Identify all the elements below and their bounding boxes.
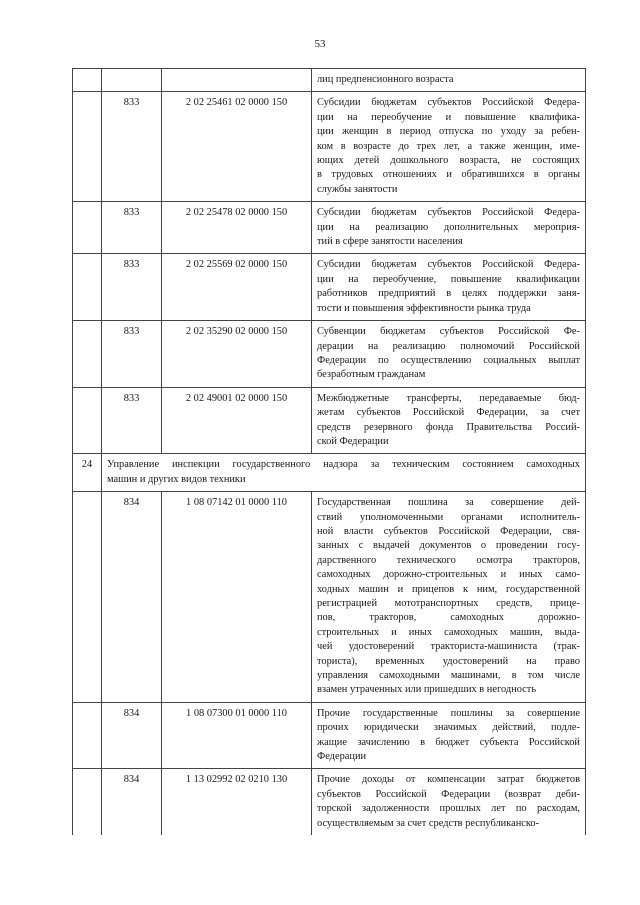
number-cell (73, 92, 102, 202)
text-line: чей удостоверений тракториста-машиниста (трак- (317, 641, 580, 653)
text-line: тий в сфере занятости населения (317, 236, 463, 248)
revenue-name (312, 92, 586, 202)
administrator-code: 834 (102, 492, 162, 703)
number-cell (73, 769, 102, 835)
text-line: Субсидии бюджетам субъектов Российской Федера- (317, 97, 580, 109)
section-row (73, 454, 586, 492)
revenue-name (312, 202, 586, 254)
revenue-code: 1 08 07142 01 0000 110 (162, 492, 312, 703)
text-line: ной власти субъектов Российской Федерации, свя- (317, 525, 580, 537)
text-line: службы занятости (317, 183, 398, 195)
text-line: Межбюджетные трансферты, передаваемые бюд- (317, 392, 580, 404)
text-line: жащие зачислению в бюджет субъекта Российской (317, 736, 580, 748)
revenue-code: 2 02 25569 02 0000 150 (162, 254, 312, 321)
revenue-code: 2 02 25478 02 0000 150 (162, 202, 312, 254)
text-line: торской задолженности прошлых лет по расходам, (317, 803, 580, 815)
text-line: пов, тракторов, самоходных дорожно- (317, 612, 580, 624)
budget-revenue-table (72, 68, 586, 835)
number-cell (73, 387, 102, 454)
revenue-code: 2 02 49001 02 0000 150 (162, 387, 312, 454)
revenue-code (162, 69, 312, 92)
text-line: жетам субъектов Российской Федерации, за счет (317, 407, 580, 419)
text-line: субъектов Российской Федерации (возврат деби- (317, 788, 580, 800)
table-row (73, 202, 586, 254)
text-line: ходных машин и прицепов к ним, государственной (317, 583, 580, 595)
administrator-code: 834 (102, 769, 162, 835)
text-line: прочих юридически значимых действий, подле- (317, 722, 580, 734)
text-line: ториста), временных удостоверений на право (317, 655, 580, 667)
revenue-name (312, 321, 586, 388)
text-line: лиц предпенсионного возраста (317, 74, 454, 85)
text-line: ющих детей дошкольного возраста, не состоящих (317, 155, 580, 167)
text-line: ции на переобучение и повышение квалифика- (317, 111, 580, 123)
text-line: ции на реализацию дополнительных мероприя- (317, 221, 580, 233)
text-line: машин и других видов техники (107, 473, 246, 485)
revenue-code: 2 02 25461 02 0000 150 (162, 92, 312, 202)
table-row (73, 769, 586, 835)
revenue-name (312, 769, 586, 835)
text-line: Субсидии бюджетам субъектов Российской Федера- (317, 259, 580, 271)
revenue-name (312, 492, 586, 703)
number-cell (73, 702, 102, 769)
text-line: ком в возрасте до трех лет, а также женщин, име- (317, 140, 580, 152)
text-line: занных с выдачей документов о проведении госу- (317, 540, 580, 552)
section-title (102, 454, 586, 492)
text-line: Субвенции бюджетам субъектов Российской Фе- (317, 326, 580, 338)
text-line: дерации на реализацию полномочий Российской (317, 340, 580, 352)
text-line: Федерации (317, 751, 367, 763)
text-line: Управление инспекции государственного надзора за техническим состоянием самоходных (107, 459, 580, 471)
text-line: в трудовых отношениях и обратившихся в органы (317, 169, 580, 181)
text-line: дарственного технического осмотра тракторов, (317, 554, 580, 566)
administrator-code: 833 (102, 254, 162, 321)
revenue-name (312, 254, 586, 321)
revenue-name (312, 387, 586, 454)
text-line: Субсидии бюджетам субъектов Российской Федера- (317, 207, 580, 219)
text-line: Федерации по осуществлению социальных выплат (317, 354, 580, 366)
text-line: регистрацией мототранспортных средств, прице- (317, 598, 580, 609)
text-line: взамен утраченных или пришедших в негодность (317, 684, 537, 696)
administrator-code: 833 (102, 202, 162, 254)
administrator-code: 833 (102, 387, 162, 454)
text-line: Прочие государственные пошлины за совершение (317, 707, 580, 719)
table-body (73, 69, 586, 836)
number-cell (73, 254, 102, 321)
table-row (73, 387, 586, 454)
text-line: ствий уполномоченными органами исполнитель- (317, 511, 580, 523)
text-line: средств резервного фонда Правительства Россий- (317, 421, 580, 433)
table-row (73, 492, 586, 703)
number-cell (73, 321, 102, 388)
text-line: работников предприятий в целях поддержки заня- (317, 288, 580, 300)
page-number: 53 (314, 38, 326, 50)
table-row (73, 702, 586, 769)
number-cell (73, 492, 102, 703)
text-line: Прочие доходы от компенсации затрат бюджетов (317, 774, 580, 786)
administrator-code: 834 (102, 702, 162, 769)
text-line: ции на переобучение, повышение квалификации (317, 273, 580, 285)
number-cell (73, 69, 102, 92)
number-cell (73, 202, 102, 254)
text-line: ской Федерации (317, 435, 389, 447)
text-line: ции женщин в период отпуска по уходу за ребен- (317, 126, 580, 138)
revenue-code: 1 08 07300 01 0000 110 (162, 702, 312, 769)
text-line: осуществляемым за счет средств республиканско- (317, 817, 540, 829)
section-number: 24 (73, 454, 102, 492)
administrator-code: 833 (102, 92, 162, 202)
revenue-name (312, 69, 586, 92)
text-line: тости и повышения эффективности рынка труда (317, 302, 531, 314)
revenue-code: 1 13 02992 02 0210 130 (162, 769, 312, 835)
administrator-code: 833 (102, 321, 162, 388)
text-line: безработным гражданам (317, 369, 426, 381)
text-line: управления самоходными машинами, в том числе (317, 670, 580, 682)
text-line: строительных и иных самоходных машин, выда- (317, 626, 580, 638)
table-row (73, 69, 586, 92)
table-row (73, 92, 586, 202)
revenue-code: 2 02 35290 02 0000 150 (162, 321, 312, 388)
text-line: Государственная пошлина за совершение дей- (317, 497, 580, 509)
table-row (73, 254, 586, 321)
table-row (73, 321, 586, 388)
administrator-code (102, 69, 162, 92)
revenue-name (312, 702, 586, 769)
text-line: самоходных дорожно-строительных и иных само- (317, 569, 580, 581)
